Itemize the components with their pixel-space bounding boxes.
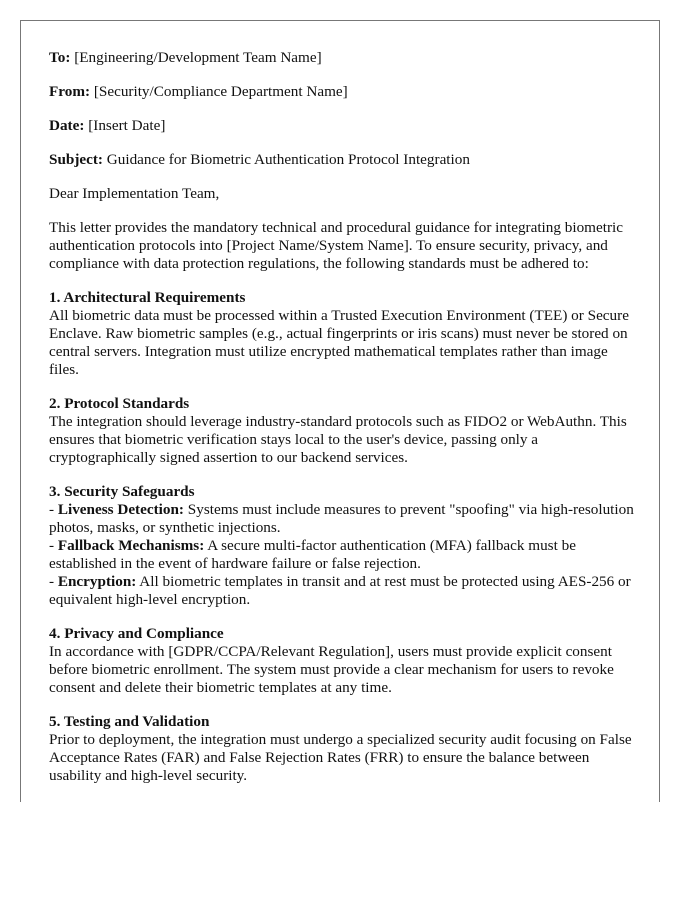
bullet-fallback-mechanisms xyxy=(49,537,639,573)
subject-value: Guidance for Biometric Authentication Protocol Integration xyxy=(106,151,470,168)
date-line xyxy=(49,117,639,135)
subject-line xyxy=(49,151,639,169)
letter-page xyxy=(20,20,660,802)
bullet-prefix: - xyxy=(49,573,58,590)
from-line xyxy=(49,83,639,101)
bullet-encryption xyxy=(49,573,639,609)
letter-content xyxy=(49,49,639,801)
section-security-safeguards xyxy=(49,483,639,609)
bullet-text: A secure multi-factor authentication (MFA) fallback must be established in the event of hardware failure or false rejection. xyxy=(49,537,576,572)
to-value: [Engineering/Development Team Name] xyxy=(74,49,322,66)
section-body: In accordance with [GDPR/CCPA/Relevant Regulation], users must provide explicit consent before biometric enrollment. The system must provide a clear mechanism for users to revoke consent and delete their biometric templates at any time. xyxy=(49,643,614,696)
bullet-liveness-detection xyxy=(49,501,639,537)
section-body: The integration should leverage industry-standard protocols such as FIDO2 or WebAuthn. This ensures that biometric verification stays local to the user's device, passing only a cryptographically signed assertion to our backend services. xyxy=(49,413,627,466)
bullet-text: All biometric templates in transit and at rest must be protected using AES-256 or equivalent high-level encryption. xyxy=(49,573,631,608)
subject-label: Subject: xyxy=(49,151,103,168)
section-title: 1. Architectural Requirements xyxy=(49,289,246,306)
from-label: From: xyxy=(49,83,91,100)
bullet-label: Fallback Mechanisms: xyxy=(57,537,205,554)
bullet-text: Systems must include measures to prevent "spoofing" via high-resolution photos, masks, or synthetic injections. xyxy=(49,501,634,536)
date-value: [Insert Date] xyxy=(88,117,166,134)
to-line xyxy=(49,49,639,67)
bullet-label: Encryption: xyxy=(57,573,137,590)
section-protocol-standards xyxy=(49,395,639,467)
from-value: [Security/Compliance Department Name] xyxy=(93,83,348,100)
section-privacy-compliance xyxy=(49,625,639,697)
section-body: All biometric data must be processed within a Trusted Execution Environment (TEE) or Secure Enclave. Raw biometric samples (e.g., actual fingerprints or iris scans) must never be stored on central servers. Integration must utilize encrypted mathematical templates rather than image files. xyxy=(49,307,629,378)
to-label: To: xyxy=(49,49,71,66)
section-title: 3. Security Safeguards xyxy=(49,483,195,500)
section-title: 5. Testing and Validation xyxy=(49,713,210,730)
section-title: 2. Protocol Standards xyxy=(49,395,190,412)
section-testing-validation xyxy=(49,713,639,785)
section-title: 4. Privacy and Compliance xyxy=(49,625,224,642)
bullet-prefix: - xyxy=(49,501,58,518)
intro-paragraph: This letter provides the mandatory technical and procedural guidance for integrating biometric authentication protocols into [Project Name/System Name]. To ensure security, privacy, and compliance with data protection regulations, the following standards must be adhered to: xyxy=(49,219,623,272)
section-body: Prior to deployment, the integration must undergo a specialized security audit focusing on False Acceptance Rates (FAR) and False Rejection Rates (FRR) to ensure the balance between usability and high-level security. xyxy=(49,731,632,784)
bullet-label: Liveness Detection: xyxy=(57,501,184,518)
bullet-prefix: - xyxy=(49,537,58,554)
salutation: Dear Implementation Team, xyxy=(49,185,220,202)
section-architectural-requirements xyxy=(49,289,639,379)
date-label: Date: xyxy=(49,117,85,134)
